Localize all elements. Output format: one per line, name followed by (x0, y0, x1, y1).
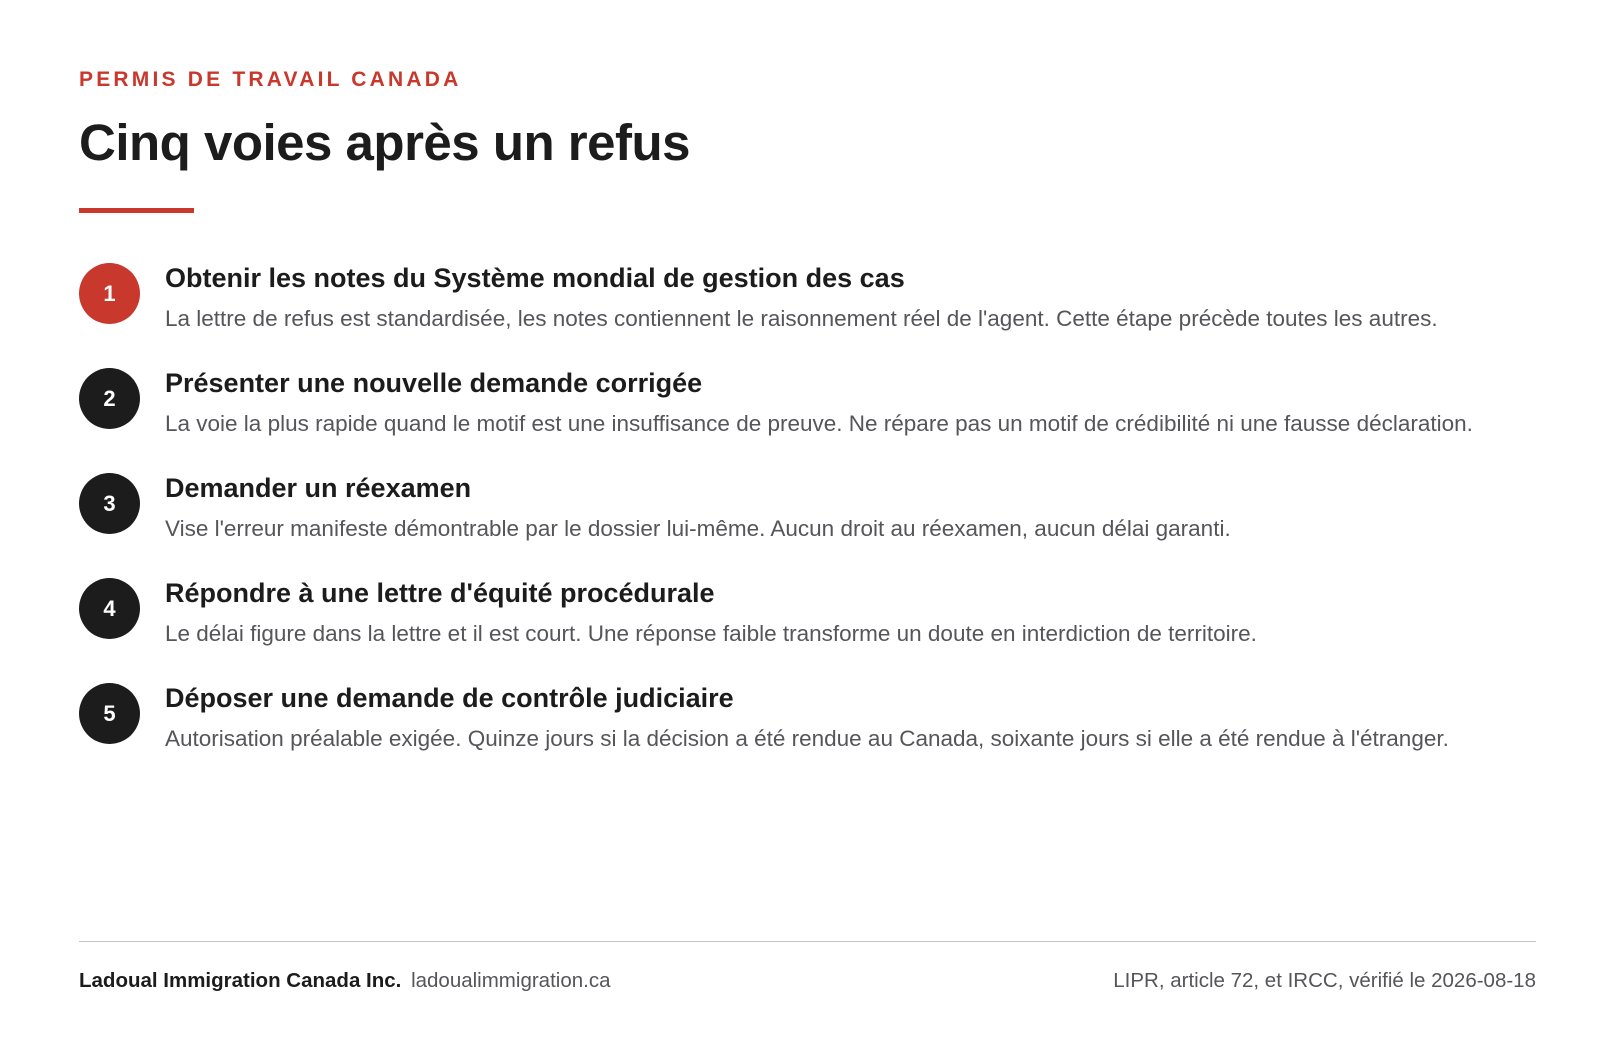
step-number-badge: 3 (79, 473, 140, 534)
step-item-2 (79, 366, 1536, 442)
company-website: ladoualimmigration.ca (411, 969, 611, 992)
step-description: Autorisation préalable exigée. Quinze jours si la décision a été rendue au Canada, soixante jours si elle a été rendue à l'étranger. (165, 726, 1449, 751)
step-description: La lettre de refus est standardisée, les notes contiennent le raisonnement réel de l'agent. Cette étape précède toutes les autres. (165, 306, 1438, 331)
eyebrow-label: PERMIS DE TRAVAIL CANADA (79, 68, 462, 91)
step-description: La voie la plus rapide quand le motif est une insuffisance de preuve. Ne répare pas un motif de crédibilité ni une fausse déclaration. (165, 411, 1473, 436)
source-note: LIPR, article 72, et IRCC, vérifié le 2026-08-18 (1113, 969, 1536, 992)
step-number-badge: 5 (79, 683, 140, 744)
step-item-3 (79, 471, 1536, 547)
step-item-1 (79, 261, 1536, 337)
step-title: Répondre à une lettre d'équité procédurale (165, 578, 715, 608)
step-number-badge: 4 (79, 578, 140, 639)
step-item-4 (79, 576, 1536, 652)
steps-list (79, 261, 1536, 786)
accent-divider (79, 208, 194, 213)
step-title: Déposer une demande de contrôle judiciaire (165, 683, 734, 713)
step-number-badge: 1 (79, 263, 140, 324)
step-title: Obtenir les notes du Système mondial de gestion des cas (165, 263, 905, 293)
step-number-badge: 2 (79, 368, 140, 429)
step-description: Vise l'erreur manifeste démontrable par le dossier lui-même. Aucun droit au réexamen, aucun délai garanti. (165, 516, 1231, 541)
step-title: Présenter une nouvelle demande corrigée (165, 368, 703, 398)
step-description: Le délai figure dans la lettre et il est court. Une réponse faible transforme un doute en interdiction de territoire. (165, 621, 1257, 646)
footer-divider (79, 941, 1536, 942)
company-name: Ladoual Immigration Canada Inc. (79, 969, 402, 992)
footer-company-info (79, 969, 610, 993)
step-item-5 (79, 681, 1536, 757)
page-title: Cinq voies après un refus (79, 114, 691, 171)
step-title: Demander un réexamen (165, 473, 472, 503)
